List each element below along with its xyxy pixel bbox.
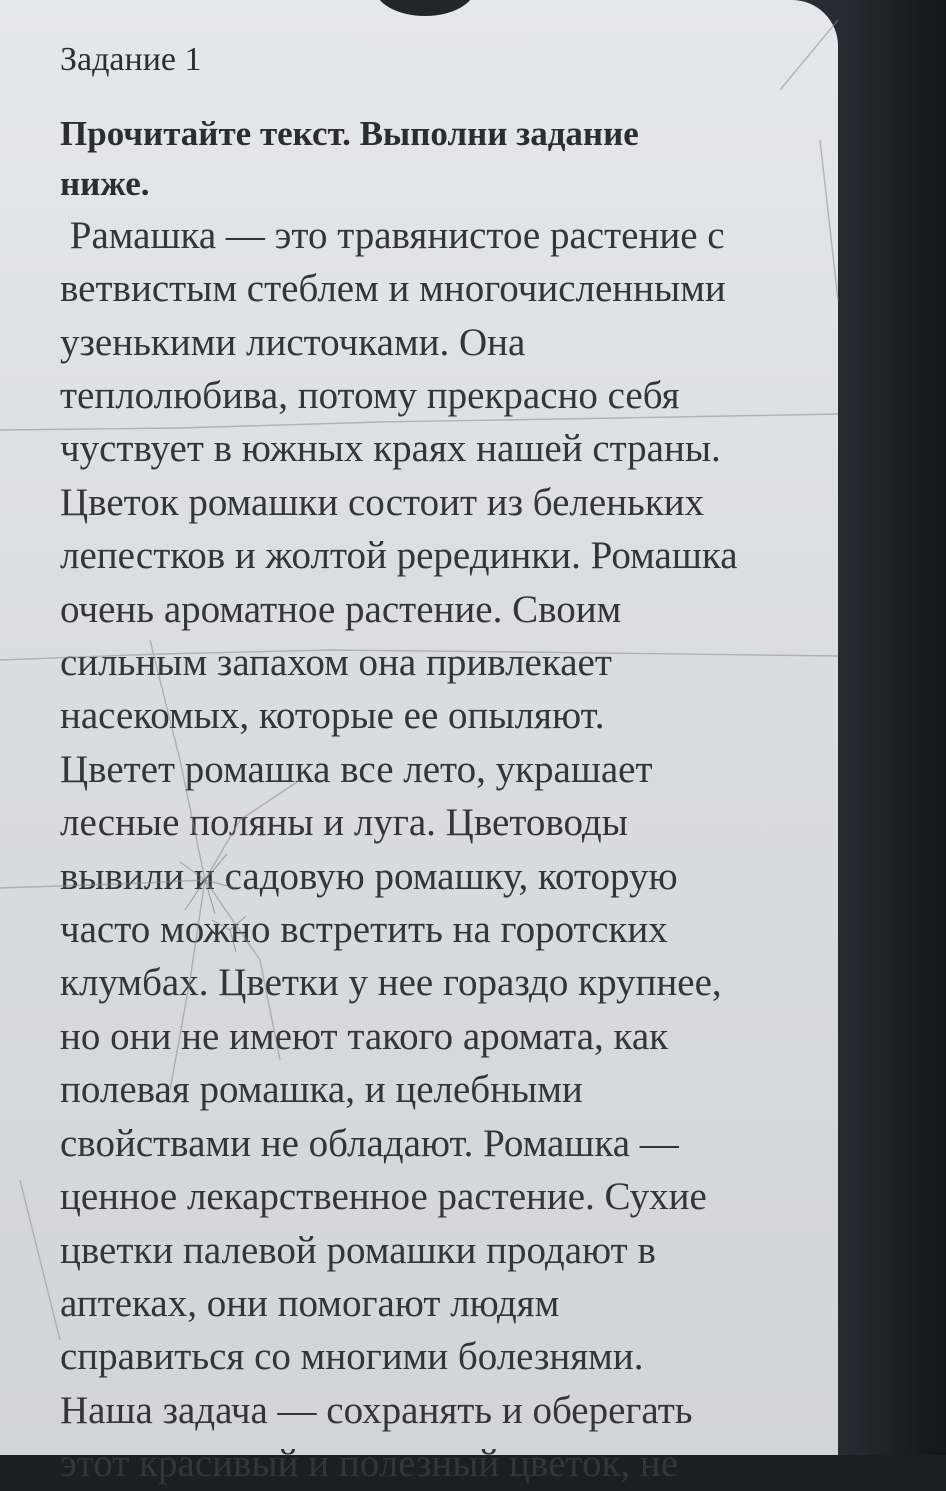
passage-line: чуствует в южных краях нашей страны. bbox=[60, 427, 721, 471]
passage-line: ветвистым стеблем и многочисленными bbox=[60, 267, 726, 311]
passage-line: часто можно встретить на горотских bbox=[60, 908, 668, 952]
passage-line: Цветет ромашка все лето, украшает bbox=[60, 747, 653, 791]
passage-line: Наша задача — сохранять и оберегать bbox=[60, 1388, 693, 1432]
instruction-line: ниже. bbox=[60, 163, 150, 203]
task-content bbox=[60, 30, 820, 1491]
reading-passage bbox=[60, 209, 820, 1491]
instruction-line: Прочитайте текст. Выполни задание bbox=[60, 113, 639, 153]
passage-line: лепестков и жолтой рерединки. Ромашка bbox=[60, 534, 738, 578]
passage-line: насекомых, которые ее опыляют. bbox=[60, 694, 605, 738]
passage-line: полевая ромашка, и целебными bbox=[60, 1068, 583, 1112]
passage-line: ценное лекарственное растение. Сухие bbox=[60, 1175, 707, 1219]
camera-notch bbox=[375, 0, 475, 16]
passage-line: клумбах. Цветки у нее гораздо крупнее, bbox=[60, 961, 722, 1005]
passage-line: справиться со многими болезнями. bbox=[60, 1335, 644, 1379]
passage-line: Цветок ромашки состоит из беленьких bbox=[60, 480, 705, 524]
passage-line: вывили и садовую ромашку, которую bbox=[60, 854, 678, 898]
passage-line: очень ароматное растение. Своим bbox=[60, 587, 622, 631]
passage-line: этот красивый и полезный цветок, не bbox=[60, 1442, 679, 1486]
passage-line: свойствами не обладают. Ромашка — bbox=[60, 1121, 679, 1165]
passage-line: узенькими листочками. Она bbox=[60, 320, 526, 364]
passage-line: Рамашка — это травянистое растение с bbox=[60, 213, 725, 257]
passage-line: лесные поляны и луга. Цветоводы bbox=[60, 801, 628, 845]
passage-line: аптеках, они помогают людям bbox=[60, 1281, 560, 1325]
passage-line: сильным запахом она привлекает bbox=[60, 641, 612, 685]
task-title: Задание 1 bbox=[60, 41, 202, 78]
passage-line: теплолюбива, потому прекрасно себя bbox=[60, 374, 680, 418]
passage-line: цветки палевой ромашки продают в bbox=[60, 1228, 656, 1272]
task-instruction bbox=[60, 109, 820, 209]
passage-line: но они не имеют такого аромата, как bbox=[60, 1014, 669, 1058]
